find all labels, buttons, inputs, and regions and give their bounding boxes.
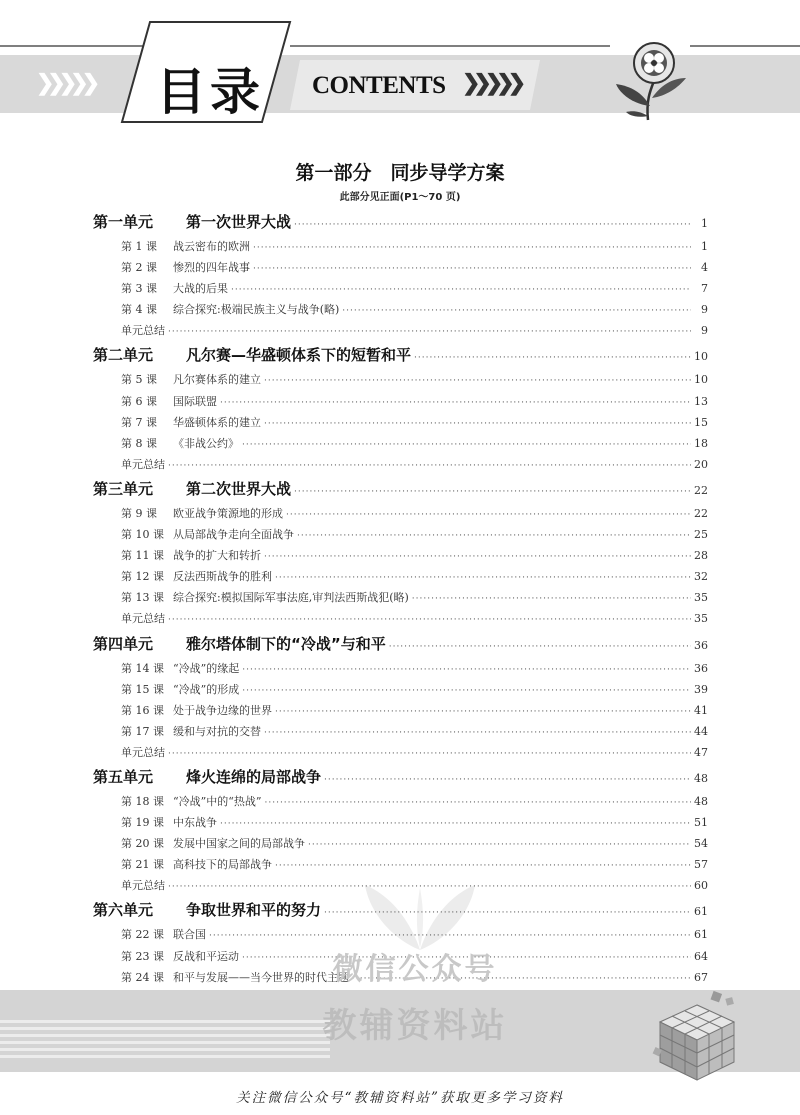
lesson-title: 单元总结 — [121, 324, 165, 338]
lesson-row[interactable] — [93, 391, 708, 412]
unit-row[interactable] — [93, 763, 708, 791]
lesson-title: 单元总结 — [121, 612, 165, 626]
lesson-row[interactable] — [93, 721, 708, 742]
lesson-title: 凡尔赛体系的建立 — [173, 373, 261, 387]
lesson-number: 第 17 课 — [121, 724, 164, 738]
page-number: 57 — [694, 858, 708, 872]
left-chevrons: ❯❯❯❯❯ — [36, 70, 94, 96]
lesson-row[interactable] — [93, 369, 708, 390]
unit-title: 凡尔赛—华盛顿体系下的短暂和平 — [186, 346, 412, 365]
unit-row[interactable] — [93, 208, 708, 236]
leader-dots — [220, 393, 691, 414]
page-number: 61 — [694, 905, 708, 919]
leader-dots — [242, 660, 691, 681]
page-number: 35 — [694, 591, 708, 605]
lesson-title: 大战的后果 — [173, 282, 228, 296]
lesson-row[interactable] — [93, 587, 708, 608]
contents-label: CONTENTS — [312, 72, 446, 99]
leader-dots — [275, 568, 691, 589]
lesson-row[interactable] — [93, 433, 708, 454]
lesson-number: 第 10 课 — [121, 528, 164, 542]
watermark-line2: 教辅资料站 — [322, 1006, 508, 1046]
leader-dots — [253, 238, 691, 259]
lesson-title: 单元总结 — [121, 745, 165, 759]
unit-summary-row[interactable] — [93, 454, 708, 475]
page-number: 25 — [694, 528, 708, 542]
leader-dots — [342, 301, 691, 322]
lesson-title: 欧亚战争策源地的形成 — [173, 506, 283, 520]
page-number: 35 — [694, 612, 708, 626]
page-number: 22 — [694, 506, 708, 520]
lesson-number: 第 13 课 — [121, 591, 164, 605]
leader-dots — [220, 814, 691, 835]
page-number: 32 — [694, 570, 708, 584]
page-number: 15 — [694, 415, 708, 429]
leader-dots — [264, 547, 691, 568]
page-number: 13 — [694, 394, 708, 408]
unit-title: 第二次世界大战 — [186, 479, 292, 498]
lesson-number: 第 6 课 — [121, 394, 157, 408]
lesson-row[interactable] — [93, 812, 708, 833]
page-number: 67 — [694, 970, 708, 984]
page-number: 10 — [694, 350, 708, 364]
unit-title: 争取世界和平的努力 — [186, 901, 322, 920]
lesson-number: 第 23 课 — [121, 949, 164, 963]
lesson-title: 战云密布的欧洲 — [173, 240, 250, 253]
unit-title: 烽火连绵的局部战争 — [186, 767, 322, 786]
leader-dots — [294, 211, 691, 239]
lesson-title: 单元总结 — [121, 457, 165, 471]
lesson-number: 第 9 课 — [121, 506, 157, 520]
lesson-row[interactable] — [93, 299, 708, 320]
leader-dots — [286, 505, 691, 526]
page-number: 48 — [694, 794, 708, 808]
unit-label: 第六单元 — [93, 901, 154, 920]
lesson-title: 国际联盟 — [173, 394, 217, 408]
lesson-row[interactable] — [93, 566, 708, 587]
lesson-row[interactable] — [93, 658, 708, 679]
unit-summary-row[interactable] — [93, 742, 708, 763]
lesson-number: 第 4 课 — [121, 303, 157, 317]
leader-dots — [264, 414, 691, 435]
page-number: 47 — [694, 745, 708, 759]
page-title: 目录 — [156, 63, 264, 121]
unit-title: 第一次世界大战 — [186, 213, 292, 231]
leader-dots — [168, 744, 691, 765]
lesson-title: 从局部战争走向全面战争 — [173, 528, 294, 542]
page-number: 10 — [694, 373, 708, 387]
lesson-number: 第 5 课 — [121, 373, 157, 387]
lesson-title: 战争的扩大和转折 — [173, 549, 261, 563]
page-number: 51 — [694, 816, 708, 830]
leader-dots — [324, 766, 691, 794]
lesson-title: 高科技下的局部战争 — [173, 858, 272, 872]
leader-dots — [297, 526, 691, 547]
unit-summary-row[interactable] — [93, 320, 708, 341]
lesson-number: 第 19 课 — [121, 816, 164, 830]
page-number: 28 — [694, 549, 708, 563]
lesson-row[interactable] — [93, 700, 708, 721]
lesson-number: 第 20 课 — [121, 837, 164, 851]
lesson-row[interactable] — [93, 833, 708, 854]
leader-dots — [242, 435, 691, 456]
unit-label: 第一单元 — [93, 213, 154, 231]
lesson-title: 惨烈的四年战事 — [173, 261, 250, 275]
leader-dots — [253, 259, 691, 280]
part-title: 第一部分 同步导学方案 — [295, 162, 505, 184]
lesson-title: “冷战”的形成 — [173, 682, 240, 696]
unit-row[interactable] — [93, 896, 708, 924]
lesson-title: 中东战争 — [173, 816, 217, 830]
lesson-row[interactable] — [93, 257, 708, 278]
leader-dots — [308, 835, 691, 856]
leader-dots — [389, 633, 691, 661]
leader-dots — [275, 856, 691, 877]
lesson-title: 单元总结 — [121, 879, 165, 893]
leader-dots — [168, 877, 691, 898]
page-number: 9 — [701, 324, 708, 338]
page-number: 36 — [694, 638, 708, 652]
flower-icon — [608, 36, 698, 122]
part-subtitle: 此部分见正面(P1～70 页) — [339, 192, 461, 203]
lesson-number: 第 18 课 — [121, 794, 164, 808]
lesson-number: 第 1 课 — [121, 240, 157, 253]
unit-label: 第二单元 — [93, 346, 154, 365]
right-chevrons: ❯❯❯❯❯ — [462, 70, 520, 96]
page-number: 1 — [701, 217, 708, 230]
unit-row[interactable] — [93, 475, 708, 503]
page-number: 64 — [694, 949, 708, 963]
leader-dots — [264, 723, 691, 744]
footer-note: 关注微信公众号“教辅资料站”获取更多学习资料 — [236, 1090, 564, 1106]
lesson-number: 第 21 课 — [121, 858, 164, 872]
lesson-title: 联合国 — [173, 928, 206, 942]
lesson-title: 处于战争边缘的世界 — [173, 703, 272, 717]
lesson-title: 缓和与对抗的交替 — [173, 724, 261, 738]
lesson-number: 第 14 课 — [121, 661, 164, 675]
cube-icon — [652, 990, 742, 1085]
lesson-title: 综合探究:模拟国际军事法庭,审判法西斯战犯(略) — [173, 591, 409, 605]
leader-dots — [242, 681, 691, 702]
leader-dots — [264, 371, 691, 392]
footer-stripes — [0, 1020, 330, 1060]
page-number: 41 — [694, 703, 708, 717]
page-number: 18 — [694, 436, 708, 450]
lesson-title: 华盛顿体系的建立 — [173, 415, 261, 429]
lesson-title: 和平与发展——当今世界的时代主题 — [173, 970, 349, 984]
page-number: 20 — [694, 457, 708, 471]
lesson-row[interactable] — [93, 679, 708, 700]
leader-dots — [231, 280, 691, 301]
lesson-row[interactable] — [93, 545, 708, 566]
lesson-row[interactable] — [93, 791, 708, 812]
lesson-number: 第 15 课 — [121, 682, 164, 696]
leader-dots — [414, 344, 691, 372]
page-number: 39 — [694, 682, 708, 696]
lesson-number: 第 2 课 — [121, 261, 157, 275]
lesson-number: 第 11 课 — [121, 549, 164, 563]
unit-summary-row[interactable] — [93, 875, 708, 896]
lesson-number: 第 22 课 — [121, 928, 164, 942]
page-number: 1 — [701, 240, 708, 253]
lesson-row[interactable] — [93, 524, 708, 545]
leader-dots — [168, 610, 691, 631]
lesson-number: 第 7 课 — [121, 415, 157, 429]
lesson-row[interactable] — [93, 503, 708, 524]
leader-dots — [265, 793, 692, 814]
page-number: 7 — [701, 282, 708, 296]
lesson-number: 第 3 课 — [121, 282, 157, 296]
page-number: 36 — [694, 661, 708, 675]
page-number: 54 — [694, 837, 708, 851]
lesson-title: “冷战”的缘起 — [173, 661, 240, 675]
unit-label: 第四单元 — [93, 634, 154, 653]
unit-row[interactable] — [93, 341, 708, 369]
lesson-number: 第 12 课 — [121, 570, 164, 584]
lesson-title: 《非战公约》 — [173, 436, 239, 450]
leader-dots — [275, 702, 691, 723]
leader-dots — [412, 589, 691, 610]
lesson-row[interactable] — [93, 924, 708, 945]
leader-dots — [168, 322, 691, 343]
watermark-line1: 微信公众号 — [332, 952, 498, 987]
page-number: 60 — [694, 879, 708, 893]
lesson-number: 第 24 课 — [121, 970, 164, 984]
lesson-title: 发展中国家之间的局部战争 — [173, 837, 305, 851]
leader-dots — [168, 456, 691, 477]
leader-dots — [294, 478, 691, 506]
lesson-title: 反法西斯战争的胜利 — [173, 570, 272, 584]
unit-summary-row[interactable] — [93, 608, 708, 629]
unit-label: 第三单元 — [93, 479, 154, 498]
lesson-title: “冷战”中的“热战” — [173, 794, 262, 808]
table-of-contents — [93, 208, 708, 1009]
lesson-row[interactable] — [93, 236, 708, 257]
page-number: 48 — [694, 771, 708, 785]
lesson-title: 综合探究:极端民族主义与战争(略) — [173, 303, 340, 317]
page-number: 61 — [694, 928, 708, 942]
page-number: 44 — [694, 724, 708, 738]
lesson-row[interactable] — [93, 412, 708, 433]
lesson-number: 第 16 课 — [121, 703, 164, 717]
page-number: 4 — [701, 261, 708, 275]
unit-title: 雅尔塔体制下的“冷战”与和平 — [186, 634, 386, 653]
leader-dots — [324, 899, 691, 927]
lesson-row[interactable] — [93, 278, 708, 299]
lesson-number: 第 8 课 — [121, 436, 157, 450]
page-number: 9 — [701, 303, 708, 317]
unit-label: 第五单元 — [93, 767, 154, 786]
page-number: 22 — [694, 483, 708, 497]
lesson-row[interactable] — [93, 854, 708, 875]
lesson-title: 反战和平运动 — [173, 949, 239, 963]
unit-row[interactable] — [93, 630, 708, 658]
